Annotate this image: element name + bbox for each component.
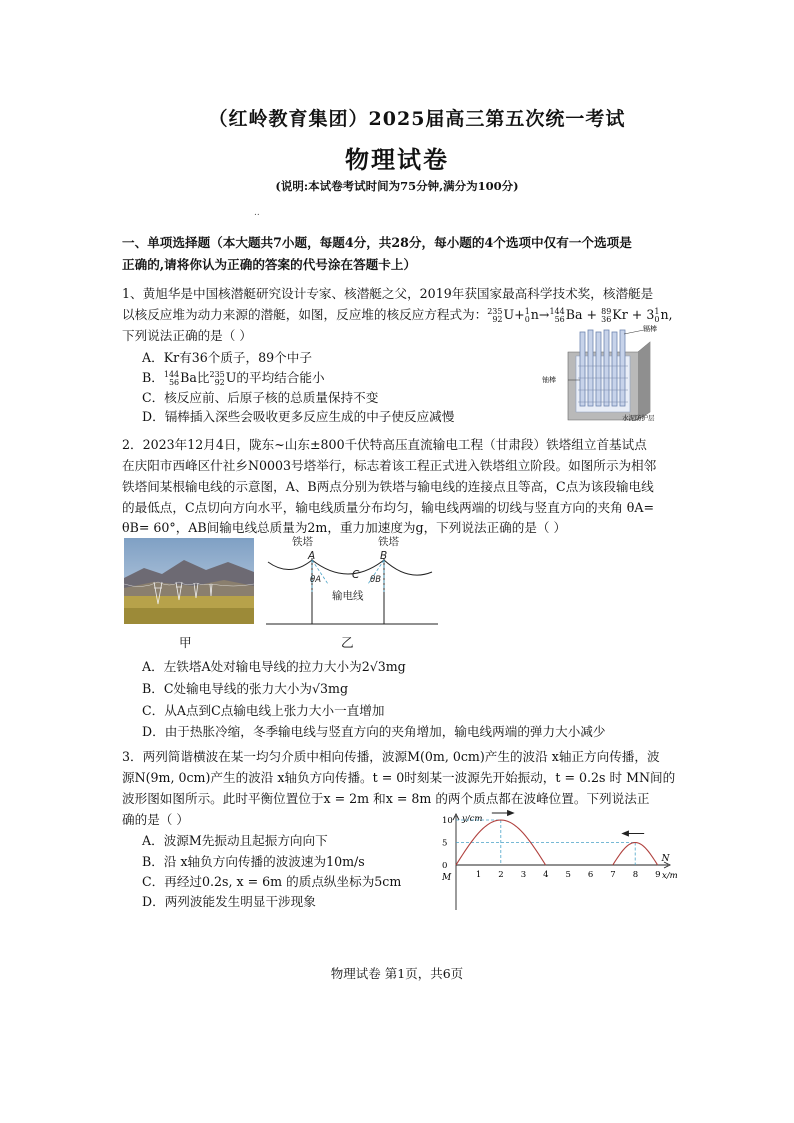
q2-line4: 的最低点，C点切向方向水平，输电线质量分布均匀，输电线两端的切线与竖直方向的夹角 θA= [122, 500, 655, 515]
x-tick-7: 7 [610, 870, 616, 880]
exam-note: (说明:本试卷考试时间为75分钟,满分为100分) [275, 179, 519, 193]
q3-option-d[interactable]: D．两列波能发生明显干涉现象 [142, 894, 316, 909]
q2-option-b[interactable]: B．C处输电导线的张力大小为√3mg [142, 681, 349, 696]
nuclear-equation: 235 92U+1 0n→144 56Ba + 89 36Kr + 31 0n, [487, 306, 673, 324]
label-point-a: A [308, 550, 316, 562]
section-heading-line1: 一、单项选择题（本大题共7小题，每题4分，共28分，每小题的4个选项中仅有一个选项是 [122, 235, 632, 250]
y-axis-label: y/cm [462, 814, 483, 824]
page-footer: 物理试卷 第1页，共6页 [330, 966, 464, 981]
q1-option-a[interactable]: A．Kr有36个质子，89个中子 [142, 350, 312, 365]
q2-line1: 2．2023年12月4日，陇东~山东±800千伏特高压直流输电工程（甘肃段）铁塔组立首基试点 [122, 437, 647, 452]
q1-line2 [122, 304, 673, 324]
q1-option-b[interactable]: B．144 56Ba比235 92U的平均结合能小 [142, 369, 325, 387]
x-tick-8: 8 [632, 870, 639, 880]
label-source-m: M [442, 873, 452, 883]
q1-option-d[interactable]: D．镉棒插入深些会吸收更多反应生成的中子使反应减慢 [142, 409, 455, 424]
arrow-wave-m-head [508, 811, 514, 816]
q2-line2: 在庆阳市西峰区什社乡N0003号塔举行，标志着该工程正式进入铁塔组立阶段。如图所示为相邻 [122, 458, 657, 473]
q3-option-a[interactable]: A．波源M先振动且起振方向向下 [142, 833, 328, 848]
q2-line3: 铁塔间某根输电线的示意图，A、B两点分别为铁塔与输电线的连接点且等高，C点为该段输电线 [122, 479, 654, 494]
y-tick-10: 10 [442, 816, 453, 826]
x-tick-1: 1 [475, 870, 482, 880]
wave-graph [424, 810, 676, 914]
label-point-b: B [380, 550, 388, 562]
x-tick-4: 4 [543, 870, 549, 880]
q1-line3: 下列说法正确的是（ ） [122, 328, 252, 343]
q2-option-d[interactable]: D．由于热胀冷缩，冬季输电线与竖直方向的夹角增加，输电线两端的弹力大小减少 [142, 724, 606, 739]
label-theta-a: θA [310, 575, 322, 585]
label-wire: 输电线 [332, 590, 364, 602]
figure-yi-label: 乙 [341, 635, 354, 650]
q1-option-c[interactable]: C．核反应前、后原子核的总质量保持不变 [142, 390, 379, 405]
q3-option-b[interactable]: B．沿 x轴负方向传播的波波速为10m/s [142, 854, 365, 869]
label-point-c: C [352, 569, 360, 581]
q3-line1: 3．两列简谐横波在某一均匀介质中相向传播，波源M(0m, 0cm)产生的波沿 x轴正方向传播，波 [122, 749, 660, 764]
label-theta-b: θB [370, 575, 382, 585]
subject-title: 物理试卷 [345, 145, 449, 174]
x-tick-5: 5 [565, 870, 571, 880]
section-heading-line2: 正确的,请将你认为正确的答案的代号涂在答题卡上） [122, 257, 417, 272]
power-line-photo [124, 538, 254, 624]
label-uranium-rod: 铀棒 [542, 376, 556, 384]
q3-option-c[interactable]: C．再经过0.2s, x = 6m 的质点纵坐标为5cm [142, 874, 402, 889]
x-tick-2: 2 [498, 870, 504, 880]
stray-mark: .. [254, 208, 260, 218]
x-axis-label: x/m [662, 871, 678, 881]
reactor-figure [538, 322, 672, 422]
label-cadmium-rod: 镉棒 [643, 325, 657, 333]
label-concrete-layer: 水泥防护层 [622, 414, 655, 422]
label-source-n: N [661, 854, 670, 864]
x-tick-6: 6 [587, 870, 594, 880]
label-tower-a: 铁塔 [292, 536, 313, 548]
y-tick-5: 5 [442, 838, 448, 849]
x-tick-3: 3 [520, 870, 527, 880]
q3-line3: 波形图如图所示。此时平衡位置位于x = 2m 和x = 8m 的两个质点都在波峰位置。下列说法正 [122, 791, 650, 806]
label-tower-b: 铁塔 [378, 536, 399, 548]
exam-title: （红岭教育集团）2025届高三第五次统一考试 [208, 108, 626, 130]
power-line-diagram [266, 532, 438, 636]
q1-line1: 1、黄旭华是中国核潜艇研究设计专家、核潜艇之父，2019年获国家最高科学技术奖，核潜艇是 [122, 286, 654, 301]
y-tick-0: 0 [442, 861, 448, 871]
x-tick-9: 9 [655, 870, 661, 880]
q2-option-c[interactable]: C．从A点到C点输电线上张力大小一直增加 [142, 703, 385, 718]
arrow-wave-n-head [622, 831, 628, 836]
q3-line2: 源N(9m, 0cm)产生的波沿 x轴负方向传播。t = 0时刻某一波源先开始振动，t = 0.2s 时 MN间的 [122, 770, 676, 785]
q3-line4: 确的是（ ） [122, 812, 189, 827]
figure-jia-label: 甲 [179, 635, 192, 650]
q1-line2-text: 以核反应堆为动力来源的潜艇，如图，反应堆的核反应方程式为： [122, 307, 488, 322]
q2-option-a[interactable]: A．左铁塔A处对输电导线的拉力大小为2√3mg [142, 659, 406, 674]
q2-line5: θB= 60°，AB间输电线总质量为2m，重力加速度为g，下列说法正确的是（ ） [122, 520, 567, 535]
